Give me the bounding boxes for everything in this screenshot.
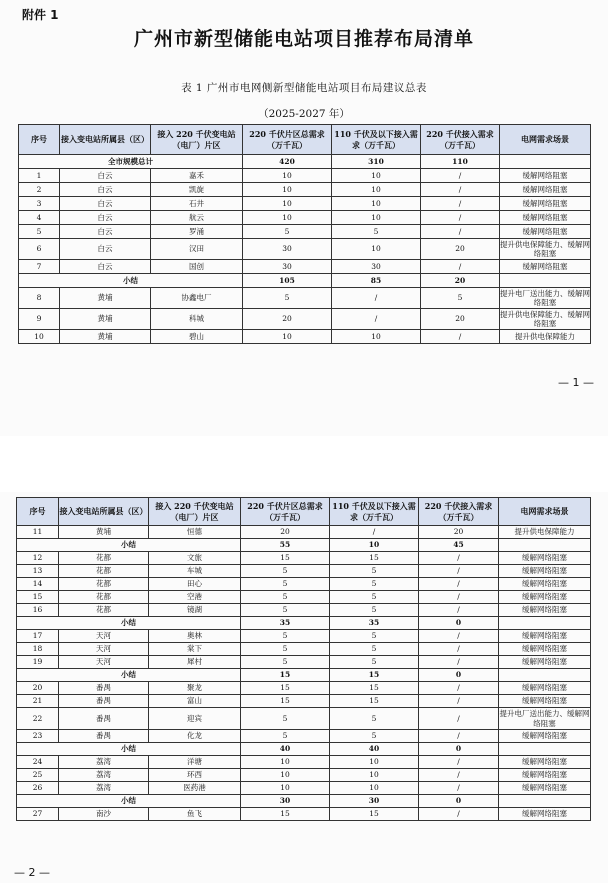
row-total-demand: 10 [241, 769, 330, 782]
row-low-voltage-demand: 30 [332, 260, 421, 274]
subtotal-row [17, 795, 591, 808]
row-220kv-demand: / [419, 565, 499, 578]
row-total-demand: 5 [241, 656, 330, 669]
row-total-demand: 30 [243, 239, 332, 260]
row-scene [499, 669, 591, 682]
row-low-voltage-demand: 10 [332, 169, 421, 183]
row-220kv-demand: / [419, 708, 499, 730]
row-total-demand: 5 [241, 578, 330, 591]
row-total-demand: 10 [243, 211, 332, 225]
row-total-demand: 10 [241, 782, 330, 795]
table-row [17, 708, 591, 730]
row-low-voltage-demand: 10 [332, 197, 421, 211]
row-total-demand: 5 [241, 643, 330, 656]
row-220kv-demand: / [421, 211, 500, 225]
row-scene [499, 617, 591, 630]
row-station: 棠下 [149, 643, 241, 656]
row-station: 富山 [149, 695, 241, 708]
row-220kv-demand: 20 [419, 526, 499, 539]
row-total-demand: 10 [241, 756, 330, 769]
row-no: 19 [17, 656, 59, 669]
subtotal-row [17, 539, 591, 552]
page-number-1: — 1 — [558, 376, 594, 389]
header-no: 序号 [17, 498, 59, 526]
row-low-voltage-demand: 5 [330, 643, 419, 656]
row-station: 医药港 [149, 782, 241, 795]
row-220kv-demand: / [421, 330, 500, 344]
row-total-demand: 15 [241, 682, 330, 695]
row-scene: 提升电厂送出能力、缓解网络阻塞 [500, 288, 590, 307]
row-scene: 提升电厂送出能力、缓解网络阻塞 [499, 709, 590, 728]
row-220kv-demand: / [419, 578, 499, 591]
row-no: 18 [17, 643, 59, 656]
row-total-demand: 10 [243, 197, 332, 211]
row-county: 天河 [59, 656, 149, 669]
row-220kv-demand: / [421, 169, 500, 183]
row-220kv-demand: / [419, 552, 499, 565]
header-220kv-demand: 220 千伏接入需求（万千瓦） [421, 125, 500, 155]
row-220kv-demand: / [419, 730, 499, 743]
row-low-voltage-demand: 85 [332, 274, 421, 288]
table-row [17, 730, 591, 743]
document-title: 广州市新型储能电站项目推荐布局清单 [133, 28, 474, 50]
row-station: 国创 [151, 260, 243, 274]
row-scene: 缓解网络阻塞 [499, 695, 591, 708]
header-low-voltage-demand: 110 千伏及以下接入需求（万千瓦） [332, 125, 421, 155]
row-scene: 提升供电保障能力 [499, 526, 591, 539]
row-total-demand: 20 [243, 309, 332, 330]
row-station: 科城 [151, 309, 243, 330]
row-station: 鱼飞 [149, 808, 241, 821]
row-scene: 缓解网络阻塞 [500, 211, 591, 225]
row-station: 罗涌 [151, 225, 243, 239]
row-total-demand: 20 [241, 526, 330, 539]
row-station: 镜湖 [149, 604, 241, 617]
row-station: 迎宾 [149, 708, 241, 730]
header-total-demand: 220 千伏片区总需求（万千瓦） [241, 498, 330, 526]
row-no: 23 [17, 730, 59, 743]
row-county: 白云 [60, 211, 151, 225]
table-row [17, 591, 591, 604]
row-total-demand: 30 [243, 260, 332, 274]
row-scene: 缓解网络阻塞 [499, 808, 591, 821]
row-station: 空港 [149, 591, 241, 604]
row-station: 汉田 [151, 239, 243, 260]
table-row [19, 288, 591, 309]
row-no: 25 [17, 769, 59, 782]
header-total-demand: 220 千伏片区总需求（万千瓦） [243, 125, 332, 155]
storage-layout-table-part-2 [16, 497, 591, 821]
row-county: 天河 [59, 643, 149, 656]
header-county: 接入变电站所属县（区） [60, 125, 151, 155]
row-total-demand: 5 [241, 565, 330, 578]
row-low-voltage-demand: 15 [330, 808, 419, 821]
header-station: 接入 220 千伏变电站（电厂）片区 [151, 125, 243, 155]
row-220kv-demand: / [419, 682, 499, 695]
row-scene [499, 795, 591, 808]
row-scene: 提升供电保障能力 [500, 330, 591, 344]
row-station: 碧山 [151, 330, 243, 344]
row-220kv-demand: / [419, 604, 499, 617]
row-scene: 提升供电保障能力、缓解网络阻塞 [500, 239, 590, 258]
row-220kv-demand: / [419, 591, 499, 604]
row-220kv-demand: 20 [421, 309, 500, 330]
row-220kv-demand: 0 [419, 795, 499, 808]
attachment-label: 附件 1 [22, 8, 59, 22]
row-220kv-demand: / [419, 808, 499, 821]
row-low-voltage-demand: 5 [330, 565, 419, 578]
row-no: 5 [19, 225, 60, 239]
row-county: 番禺 [59, 695, 149, 708]
table-body-1 [19, 155, 591, 344]
row-scene: 缓解网络阻塞 [499, 565, 591, 578]
row-low-voltage-demand: 310 [332, 155, 421, 169]
row-no: 17 [17, 630, 59, 643]
row-scene [499, 539, 591, 552]
row-station: 化龙 [149, 730, 241, 743]
row-county: 荔湾 [59, 756, 149, 769]
table-row [17, 808, 591, 821]
row-220kv-demand: / [421, 225, 500, 239]
table-header-row [19, 125, 591, 155]
row-low-voltage-demand: 10 [330, 539, 419, 552]
row-scene: 缓解网络阻塞 [500, 169, 591, 183]
row-220kv-demand: 20 [421, 274, 500, 288]
row-low-voltage-demand: / [330, 526, 419, 539]
row-total-demand: 10 [243, 330, 332, 344]
table-row [17, 782, 591, 795]
row-county: 荔湾 [59, 782, 149, 795]
row-no: 12 [17, 552, 59, 565]
row-scene: 缓解网络阻塞 [499, 591, 591, 604]
page-gap [0, 436, 608, 492]
row-220kv-demand: / [419, 656, 499, 669]
row-county: 番禺 [59, 730, 149, 743]
row-no: 9 [19, 309, 60, 330]
row-no: 11 [17, 526, 59, 539]
row-low-voltage-demand: / [332, 288, 421, 309]
row-no: 13 [17, 565, 59, 578]
row-scene: 缓解网络阻塞 [499, 630, 591, 643]
subtotal-row [17, 617, 591, 630]
table-body-2 [17, 526, 591, 821]
table-row [19, 183, 591, 197]
row-county: 花都 [59, 552, 149, 565]
row-low-voltage-demand: 10 [332, 183, 421, 197]
row-station: 洋塘 [149, 756, 241, 769]
row-station: 奥林 [149, 630, 241, 643]
row-scene: 缓解网络阻塞 [499, 782, 591, 795]
row-scene: 提升供电保障能力、缓解网络阻塞 [500, 309, 590, 328]
row-no: 26 [17, 782, 59, 795]
table-row [19, 169, 591, 183]
row-station: 聚龙 [149, 682, 241, 695]
row-county: 南沙 [59, 808, 149, 821]
subtotal-label: 小结 [17, 539, 241, 552]
row-county: 天河 [59, 630, 149, 643]
row-low-voltage-demand: 5 [330, 578, 419, 591]
row-220kv-demand: / [419, 769, 499, 782]
row-no: 24 [17, 756, 59, 769]
row-scene: 缓解网络阻塞 [500, 225, 591, 239]
table-row [17, 643, 591, 656]
row-county: 白云 [60, 225, 151, 239]
row-low-voltage-demand: 30 [330, 795, 419, 808]
row-220kv-demand: / [421, 183, 500, 197]
subtotal-label: 小结 [17, 617, 241, 630]
row-scene [500, 155, 591, 169]
row-no: 16 [17, 604, 59, 617]
row-station: 车城 [149, 565, 241, 578]
row-total-demand: 5 [243, 225, 332, 239]
table-row [19, 225, 591, 239]
row-no: 2 [19, 183, 60, 197]
row-scene: 缓解网络阻塞 [499, 682, 591, 695]
grand-total-row [19, 155, 591, 169]
row-station: 犀村 [149, 656, 241, 669]
row-220kv-demand: 0 [419, 669, 499, 682]
row-scene [500, 274, 591, 288]
row-county: 花都 [59, 591, 149, 604]
row-county: 白云 [60, 183, 151, 197]
row-scene: 缓解网络阻塞 [499, 730, 591, 743]
row-no: 7 [19, 260, 60, 274]
row-220kv-demand: 45 [419, 539, 499, 552]
row-county: 黄埔 [59, 526, 149, 539]
table-row [17, 682, 591, 695]
row-no: 21 [17, 695, 59, 708]
row-total-demand: 15 [241, 808, 330, 821]
row-total-demand: 5 [243, 288, 332, 309]
row-low-voltage-demand: 10 [332, 211, 421, 225]
row-220kv-demand: 0 [419, 743, 499, 756]
grand-total-label: 全市规模总计 [19, 155, 243, 169]
row-low-voltage-demand: 5 [330, 656, 419, 669]
subtotal-label: 小结 [17, 743, 241, 756]
storage-layout-table-part-1 [18, 124, 591, 344]
row-low-voltage-demand: 10 [330, 756, 419, 769]
row-total-demand: 15 [241, 695, 330, 708]
subtotal-label: 小结 [19, 274, 243, 288]
row-county: 白云 [60, 169, 151, 183]
header-county: 接入变电站所属县（区） [59, 498, 149, 526]
row-scene: 缓解网络阻塞 [500, 197, 591, 211]
row-scene: 缓解网络阻塞 [499, 756, 591, 769]
table-row [19, 211, 591, 225]
table-row [19, 197, 591, 211]
row-county: 白云 [60, 197, 151, 211]
table-row [17, 526, 591, 539]
table-row [17, 656, 591, 669]
header-scene: 电网需求场景 [500, 125, 591, 155]
row-total-demand: 420 [243, 155, 332, 169]
row-scene: 缓解网络阻塞 [499, 578, 591, 591]
row-low-voltage-demand: 10 [330, 782, 419, 795]
table-row [17, 604, 591, 617]
row-low-voltage-demand: 15 [330, 669, 419, 682]
row-total-demand: 5 [241, 630, 330, 643]
row-no: 4 [19, 211, 60, 225]
row-low-voltage-demand: / [332, 309, 421, 330]
row-county: 番禺 [59, 708, 149, 730]
table-header-row [17, 498, 591, 526]
row-station: 田心 [149, 578, 241, 591]
row-no: 15 [17, 591, 59, 604]
row-220kv-demand: / [419, 695, 499, 708]
row-low-voltage-demand: 15 [330, 682, 419, 695]
header-station: 接入 220 千伏变电站（电厂）片区 [149, 498, 241, 526]
row-county: 白云 [60, 239, 151, 260]
row-scene: 缓解网络阻塞 [500, 260, 591, 274]
row-220kv-demand: 110 [421, 155, 500, 169]
row-station: 凯旋 [151, 183, 243, 197]
subtotal-row [17, 743, 591, 756]
row-station: 协鑫电厂 [151, 288, 243, 309]
row-no: 6 [19, 239, 60, 260]
subtotal-row [17, 669, 591, 682]
row-no: 14 [17, 578, 59, 591]
row-no: 3 [19, 197, 60, 211]
row-low-voltage-demand: 10 [330, 769, 419, 782]
subtotal-row [19, 274, 591, 288]
row-scene: 缓解网络阻塞 [499, 769, 591, 782]
row-low-voltage-demand: 5 [330, 604, 419, 617]
row-220kv-demand: / [419, 756, 499, 769]
row-low-voltage-demand: 10 [332, 239, 421, 260]
row-low-voltage-demand: 5 [332, 225, 421, 239]
row-county: 黄埔 [60, 309, 151, 330]
row-station: 环西 [149, 769, 241, 782]
row-scene: 缓解网络阻塞 [499, 604, 591, 617]
row-total-demand: 5 [241, 708, 330, 730]
row-station: 石井 [151, 197, 243, 211]
row-total-demand: 55 [241, 539, 330, 552]
row-total-demand: 10 [243, 169, 332, 183]
row-county: 番禺 [59, 682, 149, 695]
row-total-demand: 5 [241, 730, 330, 743]
row-220kv-demand: / [421, 197, 500, 211]
row-scene: 缓解网络阻塞 [499, 552, 591, 565]
row-scene [499, 743, 591, 756]
row-scene: 缓解网络阻塞 [499, 656, 591, 669]
subtotal-label: 小结 [17, 795, 241, 808]
page-number-2: — 2 — [14, 866, 50, 879]
table-row [19, 309, 591, 330]
table-row [17, 695, 591, 708]
row-total-demand: 30 [241, 795, 330, 808]
row-county: 黄埔 [60, 288, 151, 309]
row-220kv-demand: / [421, 260, 500, 274]
header-scene: 电网需求场景 [499, 498, 591, 526]
row-220kv-demand: 5 [421, 288, 500, 309]
row-total-demand: 105 [243, 274, 332, 288]
row-total-demand: 10 [243, 183, 332, 197]
row-station: 嘉禾 [151, 169, 243, 183]
row-scene: 缓解网络阻塞 [499, 643, 591, 656]
row-county: 花都 [59, 578, 149, 591]
table-row [19, 239, 591, 260]
row-total-demand: 15 [241, 669, 330, 682]
row-station: 文旅 [149, 552, 241, 565]
subtotal-label: 小结 [17, 669, 241, 682]
row-220kv-demand: / [419, 643, 499, 656]
row-low-voltage-demand: 5 [330, 630, 419, 643]
row-220kv-demand: 20 [421, 239, 500, 260]
row-no: 10 [19, 330, 60, 344]
row-220kv-demand: 0 [419, 617, 499, 630]
table-row [17, 578, 591, 591]
row-total-demand: 40 [241, 743, 330, 756]
table-row [19, 330, 591, 344]
row-scene: 缓解网络阻塞 [500, 183, 591, 197]
row-county: 黄埔 [60, 330, 151, 344]
table-row [17, 756, 591, 769]
row-low-voltage-demand: 15 [330, 695, 419, 708]
row-no: 22 [17, 708, 59, 730]
row-no: 20 [17, 682, 59, 695]
header-220kv-demand: 220 千伏接入需求（万千瓦） [419, 498, 499, 526]
row-low-voltage-demand: 5 [330, 708, 419, 730]
row-total-demand: 35 [241, 617, 330, 630]
row-220kv-demand: / [419, 782, 499, 795]
table-title: 表 1 广州市电网侧新型储能电站项目布局建议总表 [181, 82, 427, 94]
table-row [17, 565, 591, 578]
row-total-demand: 15 [241, 552, 330, 565]
row-no: 1 [19, 169, 60, 183]
row-total-demand: 5 [241, 591, 330, 604]
row-low-voltage-demand: 10 [332, 330, 421, 344]
table-row [17, 552, 591, 565]
table-row [19, 260, 591, 274]
table-row [17, 630, 591, 643]
row-county: 荔湾 [59, 769, 149, 782]
row-county: 花都 [59, 604, 149, 617]
row-no: 27 [17, 808, 59, 821]
row-low-voltage-demand: 5 [330, 591, 419, 604]
row-low-voltage-demand: 15 [330, 552, 419, 565]
row-no: 8 [19, 288, 60, 309]
row-low-voltage-demand: 5 [330, 730, 419, 743]
row-county: 白云 [60, 260, 151, 274]
row-220kv-demand: / [419, 630, 499, 643]
row-station: 航云 [151, 211, 243, 225]
row-low-voltage-demand: 40 [330, 743, 419, 756]
header-no: 序号 [19, 125, 60, 155]
header-low-voltage-demand: 110 千伏及以下接入需求（万千瓦） [330, 498, 419, 526]
row-station: 恒德 [149, 526, 241, 539]
row-total-demand: 5 [241, 604, 330, 617]
table-subtitle: （2025-2027 年） [258, 108, 350, 120]
row-low-voltage-demand: 35 [330, 617, 419, 630]
table-row [17, 769, 591, 782]
row-county: 花都 [59, 565, 149, 578]
